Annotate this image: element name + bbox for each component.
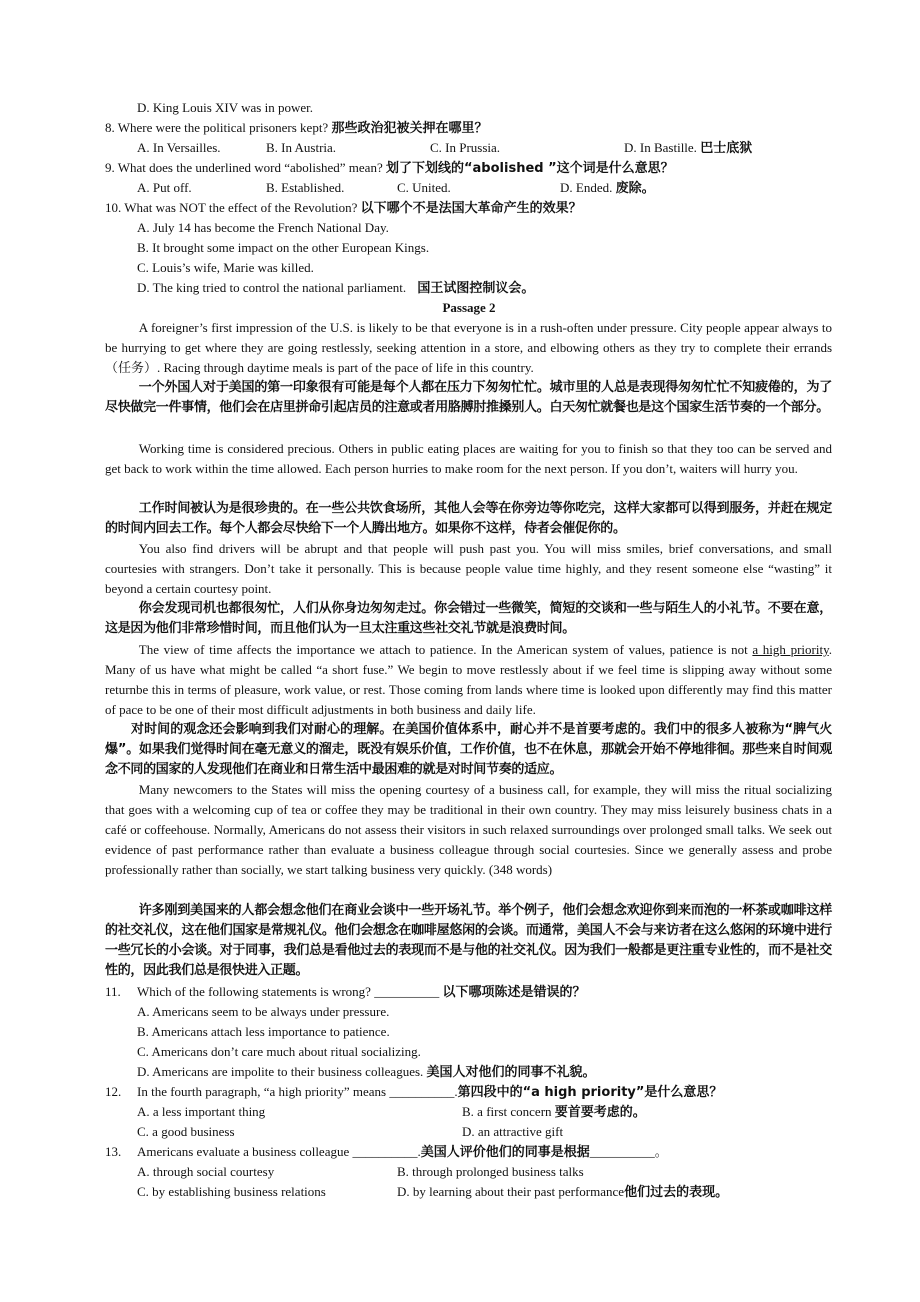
q13-question-en: Americans evaluate a business colleague __________. xyxy=(137,1144,421,1159)
q10-question-en: 10. What was NOT the effect of the Revolution? xyxy=(105,200,358,215)
q13-number: 13. xyxy=(105,1144,122,1159)
q11-number: 11. xyxy=(105,984,121,999)
q8-question-zh: 那些政治犯被关押在哪里？ xyxy=(331,121,488,136)
q10-question-zh: 以下哪个不是法国大革命产生的效果？ xyxy=(360,201,582,216)
q10-option-d xyxy=(137,278,534,298)
q12-number: 12. xyxy=(105,1084,122,1099)
q11-question-en: Which of the following statements is wrong? __________ xyxy=(137,984,440,999)
q11-option-c: C. Americans don’t care much about ritual socializing. xyxy=(137,1044,421,1059)
q13-question-tail: __________。 xyxy=(589,1144,668,1159)
passage-title: Passage 2 xyxy=(442,300,496,315)
q9-option-d-zh: 废除。 xyxy=(615,181,655,196)
q12-option-b-zh: 要首要考虑的。 xyxy=(554,1105,646,1120)
q8-option-c: C. In Prussia. xyxy=(430,140,501,155)
q12-option-a: A. a less important thing xyxy=(137,1104,266,1119)
q8-option-d-zh: 巴士底狱 xyxy=(700,141,753,156)
q10-option-a: A. July 14 has become the French National Day. xyxy=(137,220,389,235)
q9-option-b: B. Established. xyxy=(266,180,345,195)
q11-question xyxy=(137,982,585,1002)
passage-paragraph-4-en xyxy=(105,640,832,722)
q12-option-c: C. a good business xyxy=(137,1124,235,1139)
q13-option-d-zh: 他们过去的表现。 xyxy=(624,1185,729,1200)
q11-question-zh: 以下哪项陈述是错误的？ xyxy=(442,985,586,1000)
q11-option-d-en: D. Americans are impolite to their business colleagues. xyxy=(137,1064,424,1079)
q10-question xyxy=(105,198,582,218)
q9-option-a: A. Put off. xyxy=(137,180,192,195)
q9-option-d xyxy=(560,178,655,198)
q8-option-a: A. In Versailles. xyxy=(137,140,221,155)
q10-option-c: C. Louis’s wife, Marie was killed. xyxy=(137,260,314,275)
q11-option-a: A. Americans seem to be always under pressure. xyxy=(137,1004,390,1019)
q12-question-en: In the fourth paragraph, “a high priority” means __________. xyxy=(137,1084,458,1099)
q12-option-b xyxy=(462,1102,646,1122)
q10-option-d-en: D. The king tried to control the national parliament. xyxy=(137,280,407,295)
passage-paragraph-5-en: Many newcomers to the States will miss the opening courtesy of a business call, for example, they will miss the ritual socializing that goes with a welcoming cup of tea or coffee they may be traditional in their own country. They may miss leisurely business chats in a café or coffeehouse. Normally, Americans do not assess their visitors in such relaxed surroundings over prolonged small talks. We seek out evidence of past performance rather than evaluate a business colleague through social courtesies. Since we generally assess and probe professionally rather than socially, we start talking business very quickly. (348 words) xyxy=(105,782,832,878)
q9-option-d-en: D. Ended. xyxy=(560,180,613,195)
q8-option-d xyxy=(624,138,752,158)
p4-text-before: The view of time affects the importance we attach to patience. In the American system of values, patience is not xyxy=(138,642,753,657)
q8-option-d-en: D. In Bastille. xyxy=(624,140,697,155)
q12-question-zh: 第四段中的“a high priority”是什么意思？ xyxy=(457,1085,723,1100)
q13-option-d xyxy=(397,1182,728,1202)
q11-option-d xyxy=(137,1062,596,1082)
q12-question xyxy=(137,1082,722,1102)
q9-question-en: 9. What does the underlined word “abolished” mean? xyxy=(105,160,383,175)
passage-paragraph-5-zh: 许多刚到美国来的人都会想念他们在商业会谈中一些开场礼节。举个例子，他们会想念欢迎你到来而泡的一杯茶或咖啡这样的社交礼仪，这在他们国家是常规礼仪。他们会想念在咖啡屋悠闲的会谈。而通常，美国人不会与来访者在这么悠闲的环境中进行一些冗长的小会谈。对于同事，我们总是看他过去的表现而不是与他的社交礼仪。因为我们一般都是更注重专业性的，而不是社交性的，因此我们总是很快进入正题。 xyxy=(105,903,832,979)
q13-option-d-en: D. by learning about their past performance xyxy=(397,1184,625,1199)
q7-option-d: D. King Louis XIV was in power. xyxy=(137,100,313,115)
q13-question-zh: 美国人评价他们的同事是根据 xyxy=(420,1145,590,1160)
passage-paragraph-2-en: Working time is considered precious. Others in public eating places are waiting for you to finish so that they too can be served and get back to work within the time allowed. Each person hurries to make room for the next person. If you don’t, waiters will hurry you. xyxy=(105,441,832,477)
q8-question xyxy=(105,118,487,138)
q13-option-c: C. by establishing business relations xyxy=(137,1184,326,1199)
q9-option-c: C. United. xyxy=(397,180,451,195)
passage-paragraph-4-zh: 对时间的观念还会影响到我们对耐心的理解。在美国价值体系中，耐心并不是首要考虑的。我们中的很多人被称为“脾气火爆”。如果我们觉得时间在毫无意义的溜走，既没有娱乐价值，工作价值，也不在休息，那就会开始不停地徘徊。那些来自时间观念不同的国家的人发现他们在商业和日常生活中最困难的就是对时间节奏的适应。 xyxy=(105,722,832,778)
underlined-phrase: a high priority xyxy=(752,642,829,657)
q9-question-zh: 划了下划线的“abolished ”这个词是什么意思？ xyxy=(385,161,674,176)
passage-paragraph-2-zh: 工作时间被认为是很珍贵的。在一些公共饮食场所，其他人会等在你旁边等你吃完，这样大家都可以得到服务，并赶在规定的时间内回去工作。每个人都会尽快给下一个人腾出地方。如果你不这样，侍者会催促你的。 xyxy=(105,501,832,537)
q9-question xyxy=(105,158,674,178)
q13-question xyxy=(137,1142,668,1162)
passage-paragraph-3-zh: 你会发现司机也都很匆忙，人们从你身边匆匆走过。你会错过一些微笑，简短的交谈和一些与陌生人的小礼节。不要在意，这是因为他们非常珍惜时间，而且他们认为一旦太注重这些社交礼节就是浪费时间。 xyxy=(105,601,832,637)
q8-option-b: B. In Austria. xyxy=(266,140,337,155)
q12-option-d: D. an attractive gift xyxy=(462,1124,564,1139)
p4-text-after: . Many of us have what might be called “a short fuse.” We begin to move restlessly about if we feel time is slipping away without some returnbe this in terms of pleasure, work value, or rest. Those coming from lands where time is looked upon differently may find this matter of pace to be one of their most difficult adjustments in both business and daily life. xyxy=(105,642,832,718)
q12-option-b-en: B. a first concern xyxy=(462,1104,552,1119)
q13-option-a: A. through social courtesy xyxy=(137,1164,275,1179)
q13-option-b: B. through prolonged business talks xyxy=(397,1164,584,1179)
q10-option-d-zh: 国王试图控制议会。 xyxy=(417,281,535,296)
passage-paragraph-3-en: You also find drivers will be abrupt and that people will push past you. You will miss smiles, brief conversations, and small courtesies with strangers. Don’t take it personally. This is because people value time highly, and they resent someone else “wasting” it beyond a certain courtesy point. xyxy=(105,541,832,597)
q11-option-d-zh: 美国人对他们的同事不礼貌。 xyxy=(426,1065,596,1080)
q10-option-b: B. It brought some impact on the other European Kings. xyxy=(137,240,430,255)
q8-question-en: 8. Where were the political prisoners kept? xyxy=(105,120,329,135)
passage-paragraph-1-zh: 一个外国人对于美国的第一印象很有可能是每个人都在压力下匆匆忙忙。城市里的人总是表现得匆匆忙忙不知疲倦的，为了尽快做完一件事情，他们会在店里拼命引起店员的注意或者用胳膊肘推搡别人。白天匆忙就餐也是这个国家生活节奏的一个部分。 xyxy=(105,380,832,416)
q11-option-b: B. Americans attach less importance to patience. xyxy=(137,1024,390,1039)
passage-paragraph-1-en: A foreigner’s first impression of the U.S. is likely to be that everyone is in a rush-often under pressure. City people appear always to be hurrying to get where they are going restlessly, seeking attention in a store, and elbowing others as they try to complete their errands （任务）. Racing through daytime meals is part of the pace of life in this country. xyxy=(105,320,832,376)
